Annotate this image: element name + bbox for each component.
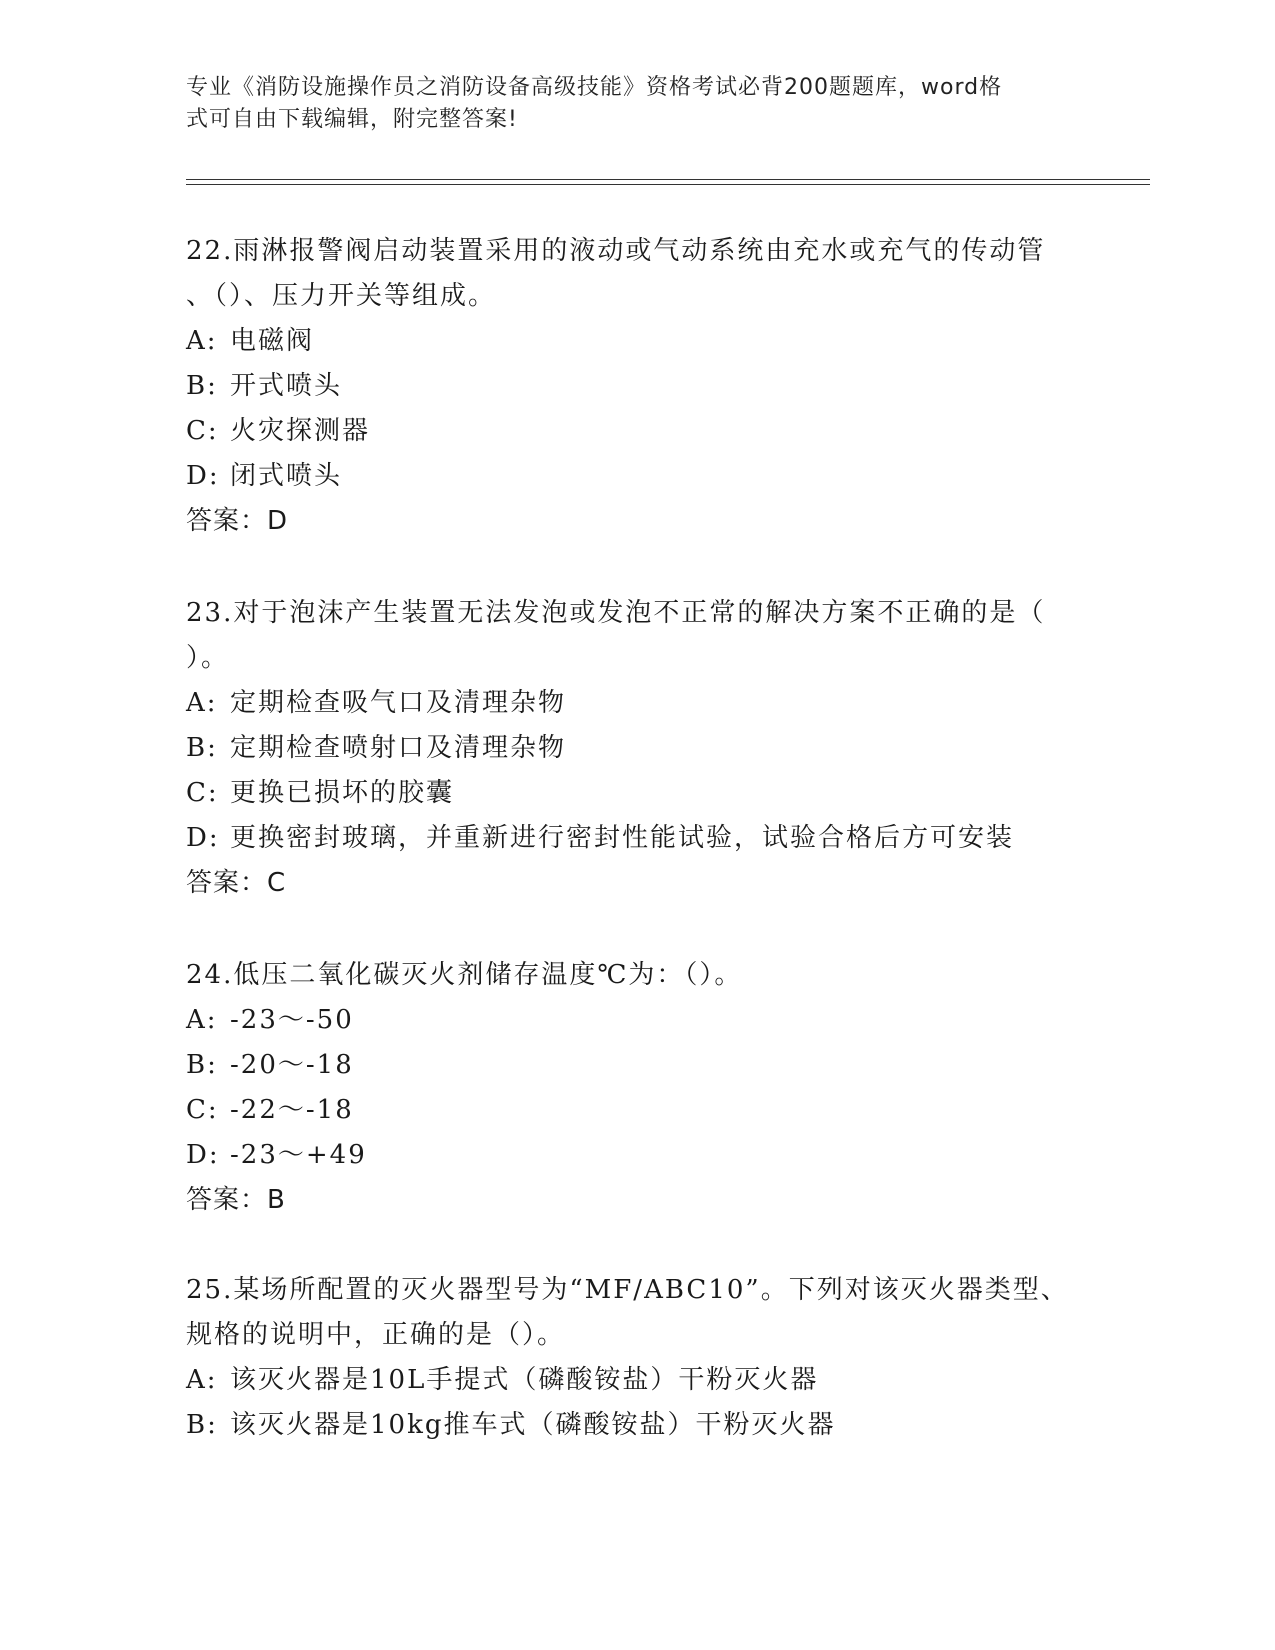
option-text: -23～+49 [230, 1140, 367, 1170]
question-line: 25.某场所配置的灭火器型号为“MF/ABC10”。下列对该灭火器类型、 [186, 1275, 1069, 1305]
question-line: 23.对于泡沫产生装置无法发泡或发泡不正常的解决方案不正确的是（ [186, 598, 1046, 628]
option-d [186, 816, 1086, 861]
option-key: A: [186, 1005, 218, 1035]
option-c [186, 409, 1086, 454]
option-key: B: [186, 1410, 218, 1440]
option-key: C: [186, 416, 219, 446]
header-line-1: 专业《消防设施操作员之消防设备高级技能》资格考试必背200题题库，word格 [186, 75, 1003, 100]
answer-line: 答案：D [186, 506, 289, 536]
option-b [186, 364, 1086, 409]
question-line: 规格的说明中，正确的是（）。 [186, 1320, 566, 1350]
answer-line: 答案：C [186, 868, 287, 898]
option-text: 闭式喷头 [230, 461, 343, 491]
option-text: -20～-18 [230, 1050, 354, 1080]
answer-line: 答案：B [186, 1185, 286, 1215]
option-b [186, 726, 1086, 771]
question-line: 、（）、压力开关等组成。 [186, 281, 497, 311]
option-d [186, 454, 1086, 499]
header-divider-bottom [186, 184, 1150, 185]
document-header [186, 72, 1066, 136]
question-block-23 [186, 591, 1086, 906]
option-text: -23～-50 [230, 1005, 354, 1035]
option-text: 定期检查喷射口及清理杂物 [230, 733, 567, 763]
question-line: 22.雨淋报警阀启动装置采用的液动或气动系统由充水或充气的传动管 [186, 236, 1046, 266]
option-text: -22～-18 [230, 1095, 354, 1125]
option-key: A: [186, 1365, 218, 1395]
option-c [186, 771, 1086, 816]
option-text: 该灭火器是10L手提式（磷酸铵盐）干粉灭火器 [230, 1365, 819, 1395]
question-block-24 [186, 953, 1086, 1223]
option-key: A: [186, 688, 218, 718]
option-text: 该灭火器是10kg推车式（磷酸铵盐）干粉灭火器 [230, 1410, 836, 1440]
option-text: 更换已损坏的胶囊 [230, 778, 455, 808]
option-key: B: [186, 733, 218, 763]
option-key: D: [186, 461, 220, 491]
question-line: ）。 [186, 643, 230, 673]
option-key: B: [186, 371, 218, 401]
option-c [186, 1088, 1086, 1133]
option-key: C: [186, 1095, 219, 1125]
question-block-25 [186, 1268, 1086, 1448]
option-a [186, 319, 1086, 364]
option-key: A: [186, 326, 218, 356]
option-text: 定期检查吸气口及清理杂物 [230, 688, 567, 718]
option-b [186, 1043, 1086, 1088]
header-divider-top [186, 179, 1150, 180]
option-key: D: [186, 823, 220, 853]
option-text: 电磁阀 [230, 326, 315, 356]
option-key: D: [186, 1140, 220, 1170]
option-d [186, 1133, 1086, 1178]
option-key: B: [186, 1050, 218, 1080]
option-a [186, 1358, 1086, 1403]
option-text: 火灾探测器 [230, 416, 371, 446]
question-block-22 [186, 229, 1086, 544]
option-a [186, 998, 1086, 1043]
option-text: 更换密封玻璃，并重新进行密封性能试验，试验合格后方可安装 [230, 823, 1015, 853]
header-line-2: 式可自由下载编辑，附完整答案! [186, 107, 518, 132]
option-text: 开式喷头 [230, 371, 343, 401]
option-key: C: [186, 778, 219, 808]
option-b [186, 1403, 1086, 1448]
option-a [186, 681, 1086, 726]
question-line: 24.低压二氧化碳灭火剂储存温度℃为：（）。 [186, 960, 743, 990]
